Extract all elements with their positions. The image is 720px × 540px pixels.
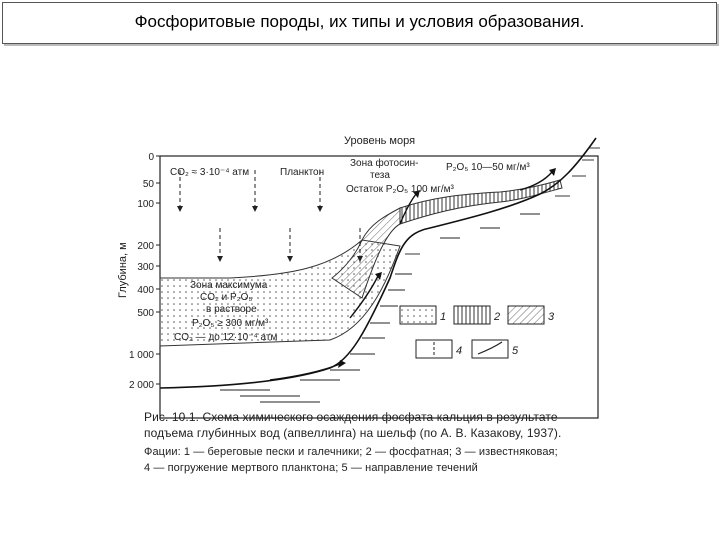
arrow-heads bbox=[177, 206, 363, 262]
figure-caption-line: Рис. 10.1. Схема химического осаждения фосфата кальция в результате bbox=[144, 410, 558, 424]
depth-tick-label: 500 bbox=[137, 308, 154, 319]
max-zone-label: CO₂ и P₂O₅ bbox=[200, 292, 253, 303]
legend-swatch bbox=[400, 306, 436, 324]
figure-caption-line: подъема глубинных вод (апвеллинга) на шельф (по А. В. Казакову, 1937). bbox=[144, 426, 562, 440]
plankton-label: Планктон bbox=[280, 167, 325, 178]
p2o5-photo-label: P₂O₅ 10—50 мг/м³ bbox=[446, 162, 530, 173]
legend-swatch bbox=[508, 306, 544, 324]
figure-caption-line: 4 — погружение мертвого планктона; 5 — направление течений bbox=[144, 462, 478, 474]
depth-tick-label: 50 bbox=[142, 179, 154, 190]
depth-tick-label: 200 bbox=[137, 241, 154, 252]
y-axis-label: Глубина, м bbox=[117, 242, 129, 298]
max-zone-label: P₂O₅ ≥ 300 мг/м³ bbox=[192, 318, 269, 329]
max-zone-label: в растворе bbox=[206, 304, 257, 315]
depth-tick-label: 0 bbox=[148, 152, 154, 163]
depth-tick-label: 2 000 bbox=[128, 380, 154, 391]
slide-title-bar bbox=[2, 2, 717, 44]
depth-tick-label: 400 bbox=[137, 285, 154, 296]
plankton-sinking-arrows bbox=[180, 170, 360, 258]
depth-tick-label: 1 000 bbox=[128, 350, 154, 361]
photo-zone-label-2: теза bbox=[370, 170, 390, 181]
remainder-label: Остаток P₂O₅ 100 мг/м³ bbox=[346, 184, 454, 195]
depth-ticks bbox=[129, 152, 160, 391]
upwelling-diagram bbox=[100, 128, 630, 488]
legend-label: 3 bbox=[548, 311, 555, 323]
figure-caption-line: Фации: 1 — береговые пески и галечники; 2 — фосфатная; 3 — известняковая; bbox=[144, 446, 558, 458]
legend-label: 1 bbox=[440, 311, 447, 323]
depth-tick-label: 300 bbox=[137, 262, 154, 273]
slide-title: Фосфоритовые породы, их типы и условия образования. bbox=[134, 12, 585, 31]
co2-label: CO₂ ≈ 3·10⁻⁴ атм bbox=[170, 167, 250, 178]
legend bbox=[400, 306, 555, 358]
legend-label: 4 bbox=[456, 345, 463, 357]
sea-level-label: Уровень моря bbox=[344, 135, 416, 147]
max-zone-label: Зона максимума bbox=[190, 280, 268, 291]
photo-zone-label: Зона фотосин- bbox=[350, 158, 419, 169]
legend-label: 5 bbox=[512, 345, 519, 357]
legend-label: 2 bbox=[494, 311, 501, 323]
depth-tick-label: 100 bbox=[137, 199, 154, 210]
legend-swatch bbox=[454, 306, 490, 324]
max-zone-label: CO₂ — до 12·10⁻⁴ атм bbox=[174, 332, 278, 343]
